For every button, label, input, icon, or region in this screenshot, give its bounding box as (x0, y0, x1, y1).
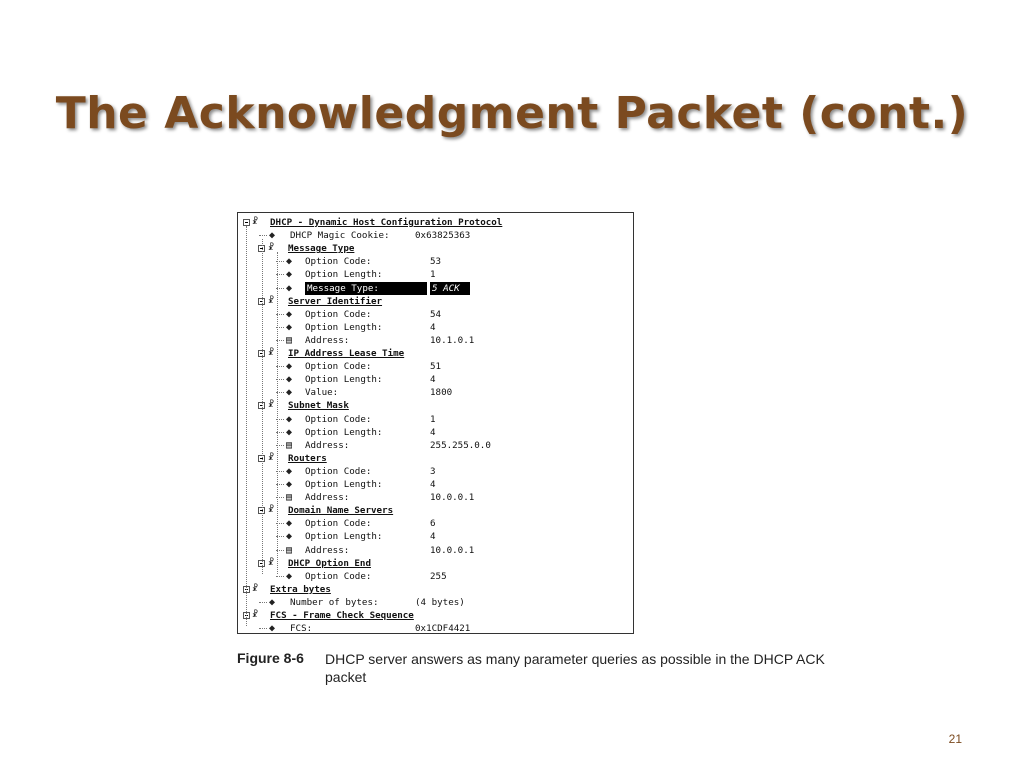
tree-group-row[interactable] (238, 583, 633, 596)
network-branch-icon: ☧ (268, 242, 275, 254)
field-diamond-icon: ◆ (269, 596, 276, 608)
tree-field-label: Option Code: (305, 361, 372, 373)
slide-title: The Acknowledgment Packet (cont.) (55, 88, 969, 139)
tree-field-row[interactable] (238, 544, 633, 557)
tree-field-label: Option Length: (305, 531, 383, 543)
network-branch-icon: ☧ (252, 609, 259, 620)
field-diamond-icon: ◆ (286, 321, 293, 333)
field-diamond-icon: ◆ (286, 387, 293, 399)
tree-group-label: FCS - Frame Check Sequence (270, 610, 414, 621)
tree-field-label: Option Code: (305, 465, 372, 477)
tree-field-value: 1800 (430, 387, 453, 399)
tree-field-label: Option Length: (305, 321, 383, 333)
tree-field-label: Option Length: (305, 269, 383, 281)
tree-connector (276, 576, 284, 577)
tree-field-label: Message Type: (305, 282, 427, 295)
tree-field-value: 3 (430, 465, 436, 477)
tree-field-label: Number of bytes: (290, 596, 379, 608)
tree-guide-line (277, 252, 278, 574)
address-card-icon: ▤ (286, 334, 293, 346)
tree-field-row[interactable] (238, 622, 633, 635)
field-diamond-icon: ◆ (269, 230, 276, 242)
tree-field-row[interactable] (238, 439, 633, 452)
tree-field-value: 53 (430, 256, 442, 268)
tree-field-row[interactable] (238, 321, 633, 334)
tree-group-label: Domain Name Servers (288, 505, 394, 517)
network-branch-icon: ☧ (268, 294, 275, 306)
field-diamond-icon: ◆ (286, 361, 293, 373)
tree-field-value: 51 (430, 361, 442, 373)
tree-group-label: DHCP Option End (288, 557, 371, 569)
tree-field-value: 54 (430, 308, 442, 320)
field-diamond-icon: ◆ (286, 269, 293, 281)
tree-field-value: 4 (430, 426, 436, 438)
field-diamond-icon: ◆ (286, 465, 293, 477)
tree-group-label: IP Address Lease Time (288, 348, 405, 359)
tree-field-row[interactable] (238, 308, 633, 321)
tree-connector (259, 235, 267, 236)
tree-field-label: Option Code: (305, 518, 372, 530)
tree-field-label: Option Code: (305, 256, 372, 268)
network-branch-icon: ☧ (268, 347, 275, 358)
field-diamond-icon: ◆ (286, 531, 293, 543)
tree-group-label: Subnet Mask (288, 400, 349, 412)
tree-field-row[interactable] (238, 282, 633, 295)
tree-group-row[interactable] (238, 242, 633, 255)
tree-field-value: 1 (430, 269, 436, 281)
collapse-toggle-icon[interactable] (243, 219, 250, 226)
address-card-icon: ▤ (286, 544, 293, 556)
tree-field-row[interactable] (238, 386, 633, 399)
tree-guide-line (262, 239, 263, 574)
tree-field-label: Address: (305, 334, 350, 346)
field-diamond-icon: ◆ (286, 426, 293, 438)
tree-field-label: Value: (305, 387, 339, 399)
network-branch-icon: ☧ (268, 451, 275, 463)
tree-field-row[interactable] (238, 334, 633, 347)
tree-group-row[interactable] (238, 399, 633, 412)
field-diamond-icon: ◆ (286, 308, 293, 320)
tree-field-label: Option Length: (305, 479, 383, 490)
tree-group-row[interactable] (238, 504, 633, 517)
network-branch-icon: ☧ (252, 582, 259, 594)
field-diamond-icon: ◆ (286, 479, 293, 490)
tree-field-label: Address: (305, 544, 350, 556)
tree-field-value: 4 (430, 374, 436, 386)
field-diamond-icon: ◆ (286, 413, 293, 425)
field-diamond-icon: ◆ (269, 623, 276, 635)
tree-field-value: 10.0.0.1 (430, 492, 475, 504)
field-diamond-icon: ◆ (286, 256, 293, 268)
tree-field-label: FCS: (290, 623, 313, 635)
tree-field-label: Option Code: (305, 570, 372, 582)
tree-guide-line (246, 226, 247, 626)
tree-field-value: 4 (430, 479, 436, 490)
tree-field-row[interactable] (238, 465, 633, 478)
tree-field-label: Address: (305, 492, 350, 504)
tree-field-value: 0x63825363 (415, 230, 471, 242)
tree-field-row[interactable] (238, 478, 633, 491)
network-branch-icon: ☧ (268, 556, 275, 568)
tree-field-row[interactable] (238, 570, 633, 583)
network-branch-icon: ☧ (268, 399, 275, 411)
network-branch-icon: ☧ (268, 504, 275, 516)
figure-caption-text: DHCP server answers as many parameter queries as possible in the DHCP ACK packet (325, 651, 825, 685)
tree-field-label: Option Length: (305, 426, 383, 438)
tree-field-label: Option Code: (305, 413, 372, 425)
tree-field-label: Option Length: (305, 374, 383, 386)
tree-field-value: 0x1CDF4421 (415, 623, 471, 635)
tree-field-row[interactable] (238, 517, 633, 530)
network-branch-icon: ☧ (252, 216, 259, 227)
tree-field-value: 255 (430, 570, 447, 582)
field-diamond-icon: ◆ (286, 282, 293, 294)
tree-group-label: Message Type (288, 243, 355, 255)
figure-label: Figure 8-6 (237, 650, 304, 666)
tree-field-row[interactable] (238, 596, 633, 609)
tree-field-value: 6 (430, 518, 436, 530)
tree-field-row[interactable] (238, 413, 633, 426)
tree-field-row[interactable] (238, 229, 633, 242)
tree-group-row[interactable] (238, 452, 633, 465)
tree-field-row[interactable] (238, 360, 633, 373)
tree-field-row[interactable] (238, 426, 633, 439)
field-diamond-icon: ◆ (286, 518, 293, 530)
tree-field-row[interactable] (238, 491, 633, 504)
tree-field-row[interactable] (238, 530, 633, 543)
tree-connector (259, 602, 267, 603)
tree-group-label: Extra bytes (270, 583, 331, 595)
tree-field-value: 255.255.0.0 (430, 439, 491, 451)
tree-field-value: 1 (430, 413, 436, 425)
tree-group-row[interactable] (238, 347, 633, 360)
field-diamond-icon: ◆ (286, 570, 293, 582)
field-diamond-icon: ◆ (286, 374, 293, 386)
tree-group-row[interactable] (238, 295, 633, 308)
tree-group-row[interactable] (238, 609, 633, 622)
page-number: 21 (948, 732, 962, 746)
tree-group-row[interactable] (238, 216, 633, 229)
tree-group-row[interactable] (238, 557, 633, 570)
tree-group-label: Routers (288, 452, 327, 464)
tree-group-label: Server Identifier (288, 295, 383, 307)
tree-field-value: 10.0.0.1 (430, 544, 475, 556)
address-card-icon: ▤ (286, 439, 293, 451)
tree-field-row[interactable] (238, 255, 633, 268)
packet-decode-tree (237, 212, 634, 634)
tree-field-value: 4 (430, 321, 436, 333)
tree-field-label: Address: (305, 439, 350, 451)
tree-field-row[interactable] (238, 373, 633, 386)
tree-field-label: Option Code: (305, 308, 372, 320)
address-card-icon: ▤ (286, 492, 293, 504)
tree-group-label: DHCP - Dynamic Host Configuration Protocol (270, 217, 503, 228)
tree-field-label: DHCP Magic Cookie: (290, 230, 390, 242)
tree-field-value: 10.1.0.1 (430, 334, 475, 346)
tree-field-row[interactable] (238, 268, 633, 281)
tree-connector (259, 628, 267, 629)
tree-field-value: (4 bytes) (415, 596, 465, 608)
tree-field-value: 4 (430, 531, 436, 543)
tree-field-value: 5 ACK (430, 282, 470, 295)
